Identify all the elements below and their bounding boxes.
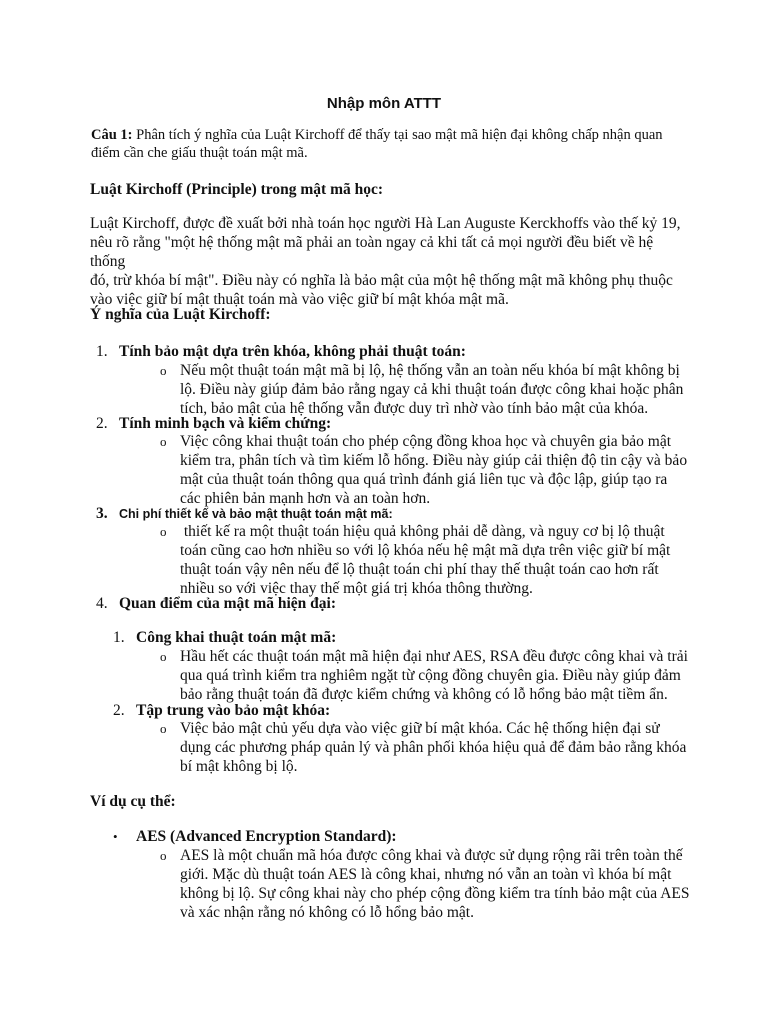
- intro-paragraph: [90, 214, 690, 309]
- sub-list-1: [160, 361, 700, 418]
- sub-line: toán cũng cao hơn nhiều so với lộ khóa nếu hệ mật mã dựa trên việc giữ bí mật: [180, 542, 671, 559]
- list-item-1: [96, 342, 696, 361]
- intro-line: đó, trừ khóa bí mật". Điều này có nghĩa là bảo mật của một hệ thống mật mã không phụ thuộc: [90, 272, 673, 289]
- intro-line: vào việc giữ bí mật thuật toán mà vào việc giữ bí mật khóa mật mã.: [90, 291, 509, 308]
- question: [91, 126, 691, 162]
- sub-line: lộ. Điều này giúp đảm bảo rằng ngay cả khi thuật toán được công khai hoặc phân: [180, 381, 684, 398]
- list-item-4: [96, 594, 696, 613]
- sub-line: dụng các phương pháp quản lý và phân phối khóa hiệu quả để đảm bảo rằng khóa: [180, 739, 687, 756]
- heading-examples: Ví dụ cụ thể:: [90, 793, 176, 810]
- sub-line: tích, bảo mật của hệ thống vẫn được duy trì nhờ vào tính bảo mật của khóa.: [180, 400, 649, 417]
- sub-line: giới. Mặc dù thuật toán AES là công khai, nhưng nó vẫn an toàn vì khóa bí mật: [180, 866, 672, 883]
- list-item-3: [96, 504, 696, 524]
- sub-line: thiết kế ra một thuật toán hiệu quả không phải dễ dàng, và nguy cơ bị lộ thuật: [180, 523, 665, 540]
- sub-list-modern-1: [160, 647, 700, 704]
- circle-bullet-icon: o: [160, 649, 167, 664]
- intro-line: Luật Kirchoff, được đề xuất bởi nhà toán học người Hà Lan Auguste Kerckhoffs vào thế kỷ 19,: [90, 215, 681, 232]
- bullet-dot-icon: •: [113, 829, 118, 844]
- sub-line: Việc bảo mật chủ yếu dựa vào việc giữ bí mật khóa. Các hệ thống hiện đại sử: [180, 720, 660, 737]
- heading-kirchoff-principle: Luật Kirchoff (Principle) trong mật mã học:: [90, 181, 384, 198]
- sub-line: bí mật không bị lộ.: [180, 758, 298, 775]
- sub-list-modern-2: [160, 719, 700, 776]
- circle-bullet-icon: o: [160, 363, 167, 378]
- list-number: 1.: [96, 343, 108, 360]
- circle-bullet-icon: o: [160, 721, 167, 736]
- list-number: 4.: [96, 595, 108, 612]
- list-item-label: Công khai thuật toán mật mã:: [136, 629, 337, 646]
- list-number: 1.: [113, 629, 125, 646]
- modern-item-2: [113, 701, 713, 720]
- question-text: Phân tích ý nghĩa của Luật Kirchoff để thấy tại sao mật mã hiện đại không chấp nhận quan điểm cần che giấu thuật toán mật mã.: [91, 127, 663, 161]
- circle-bullet-icon: o: [160, 524, 167, 539]
- sub-list-aes: [160, 846, 700, 922]
- list-item-2: [96, 414, 696, 433]
- sub-line: qua quá trình kiểm tra nghiêm ngặt từ cộng đồng chuyên gia. Điều này giúp đảm: [180, 667, 681, 684]
- sub-line: Hầu hết các thuật toán mật mã hiện đại như AES, RSA đều được công khai và trải: [180, 648, 688, 665]
- sub-line: không bị lộ. Sự công khai này cho phép cộng đồng kiểm tra tính bảo mật của AES: [180, 885, 690, 902]
- list-item-label: Chi phí thiết kế và bảo mật thuật toán mật mã:: [119, 507, 393, 521]
- list-item-label: Tính bảo mật dựa trên khóa, không phải thuật toán:: [119, 343, 466, 360]
- list-number: 3.: [96, 505, 108, 522]
- list-number: 2.: [96, 415, 108, 432]
- list-item-label: Tập trung vào bảo mật khóa:: [136, 702, 331, 719]
- list-item-label: Tính minh bạch và kiểm chứng:: [119, 415, 332, 432]
- example-item-aes: [113, 827, 713, 846]
- heading-significance: Ý nghĩa của Luật Kirchoff:: [90, 306, 271, 323]
- intro-line: nêu rõ rằng "một hệ thống mật mã phải an toàn ngay cả khi tất cả mọi người đều biết về hệ thống: [90, 234, 654, 270]
- sub-list-3: [160, 522, 700, 598]
- sub-line: AES là một chuẩn mã hóa được công khai và được sử dụng rộng rãi trên toàn thế: [180, 847, 683, 864]
- sub-line: các phiên bản mạnh hơn và an toàn hơn.: [180, 490, 431, 507]
- page-title: Nhập môn ATTT: [326, 95, 442, 112]
- sub-line: kiểm tra, phân tích và tìm kiếm lỗ hổng. Điều này giúp cải thiện độ tin cậy và bảo: [180, 452, 688, 469]
- question-label: Câu 1:: [91, 127, 133, 143]
- example-label: AES (Advanced Encryption Standard):: [136, 828, 397, 845]
- sub-line: mật của thuật toán thông qua quá trình đánh giá liên tục và độc lập, giúp tạo ra: [180, 471, 668, 488]
- circle-bullet-icon: o: [160, 848, 167, 863]
- sub-line: bảo rằng thuật toán đã được kiểm chứng và không có lỗ hổng bảo mật tiềm ẩn.: [180, 686, 668, 703]
- sub-line: thuật toán vậy nên nếu để lộ thuật toán chi phí thay thế thuật toán cao hơn rất: [180, 561, 659, 578]
- sub-list-2: [160, 432, 700, 508]
- list-number: 2.: [113, 702, 125, 719]
- list-item-label: Quan điểm của mật mã hiện đại:: [119, 595, 337, 612]
- sub-line: Nếu một thuật toán mật mã bị lộ, hệ thống vẫn an toàn nếu khóa bí mật không bị: [180, 362, 680, 379]
- sub-line: và xác nhận rằng nó không có lỗ hổng bảo mật.: [180, 904, 474, 921]
- circle-bullet-icon: o: [160, 434, 167, 449]
- sub-line: Việc công khai thuật toán cho phép cộng đồng khoa học và chuyên gia bảo mật: [180, 433, 672, 450]
- sub-line: nhiều so với việc thay thế một giá trị khóa thông thường.: [180, 580, 533, 597]
- modern-item-1: [113, 628, 713, 647]
